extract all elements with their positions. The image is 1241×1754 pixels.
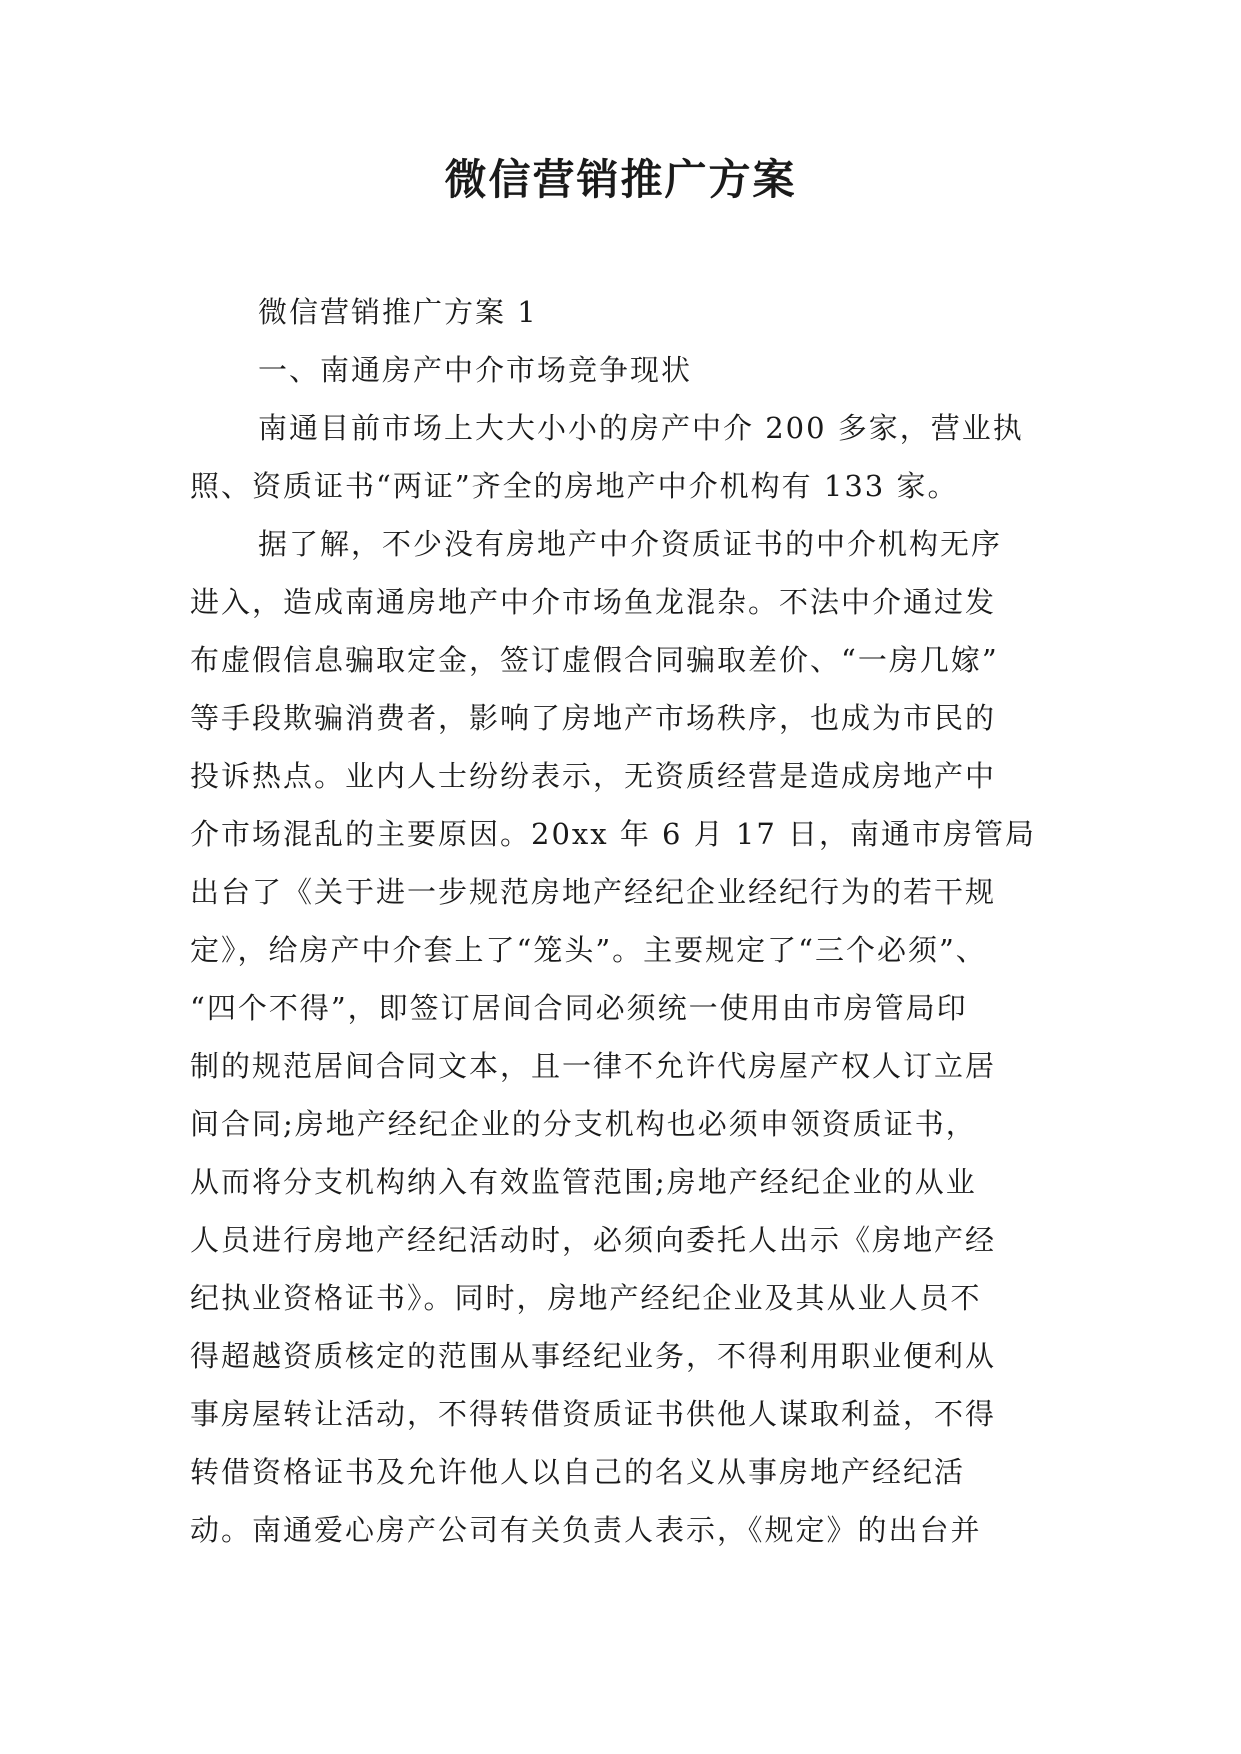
- text-line: 事房屋转让活动，不得转借资质证书供他人谋取利益，不得: [190, 1397, 997, 1431]
- text-line: 一、南通房产中介市场竞争现状: [258, 353, 693, 387]
- text-line: 定》，给房产中介套上了“笼头”。主要规定了“三个必须”、: [190, 933, 987, 967]
- text-line: 转借资格证书及允许他人以自己的名义从事房地产经纪活: [190, 1455, 966, 1489]
- text-line: 微信营销推广方案 1: [258, 295, 538, 329]
- text-line: 介市场混乱的主要原因。20xx 年 6 月 17 日，南通市房管局: [190, 817, 1037, 851]
- text-line: 人员进行房地产经纪活动时，必须向委托人出示《房地产经: [190, 1223, 997, 1257]
- text-line: 从而将分支机构纳入有效监管范围;房地产经纪企业的从业: [190, 1165, 977, 1199]
- document-title: 微信营销推广方案: [444, 155, 797, 204]
- text-line: 间合同;房地产经纪企业的分支机构也必须申领资质证书，: [190, 1107, 977, 1141]
- text-line: 据了解，不少没有房地产中介资质证书的中介机构无序: [258, 527, 1003, 561]
- text-line: 布虚假信息骗取定金，签订虚假合同骗取差价、“一房几嫁”: [190, 643, 999, 677]
- text-line: 得超越资质核定的范围从事经纪业务，不得利用职业便利从: [190, 1339, 997, 1373]
- text-line: 照、资质证书“两证”齐全的房地产中介机构有 133 家。: [190, 469, 959, 503]
- text-line: 出台了《关于进一步规范房地产经纪企业经纪行为的若干规: [190, 875, 997, 909]
- text-line: 进入，造成南通房地产中介市场鱼龙混杂。不法中介通过发: [190, 585, 997, 619]
- text-line: 投诉热点。业内人士纷纷表示，无资质经营是造成房地产中: [190, 759, 997, 793]
- text-line: 等手段欺骗消费者，影响了房地产市场秩序，也成为市民的: [190, 701, 997, 735]
- text-line: 南通目前市场上大大小小的房产中介 200 多家，营业执: [258, 411, 1024, 445]
- text-line: 制的规范居间合同文本，且一律不允许代房屋产权人订立居: [190, 1049, 997, 1083]
- text-line: “四个不得”，即签订居间合同必须统一使用由市房管局印: [190, 991, 968, 1025]
- text-line: 动。南通爱心房产公司有关负责人表示，《规定》的出台并: [190, 1513, 982, 1547]
- text-line: 纪执业资格证书》。同时，房地产经纪企业及其从业人员不: [190, 1281, 982, 1315]
- document-body: [190, 283, 1050, 1559]
